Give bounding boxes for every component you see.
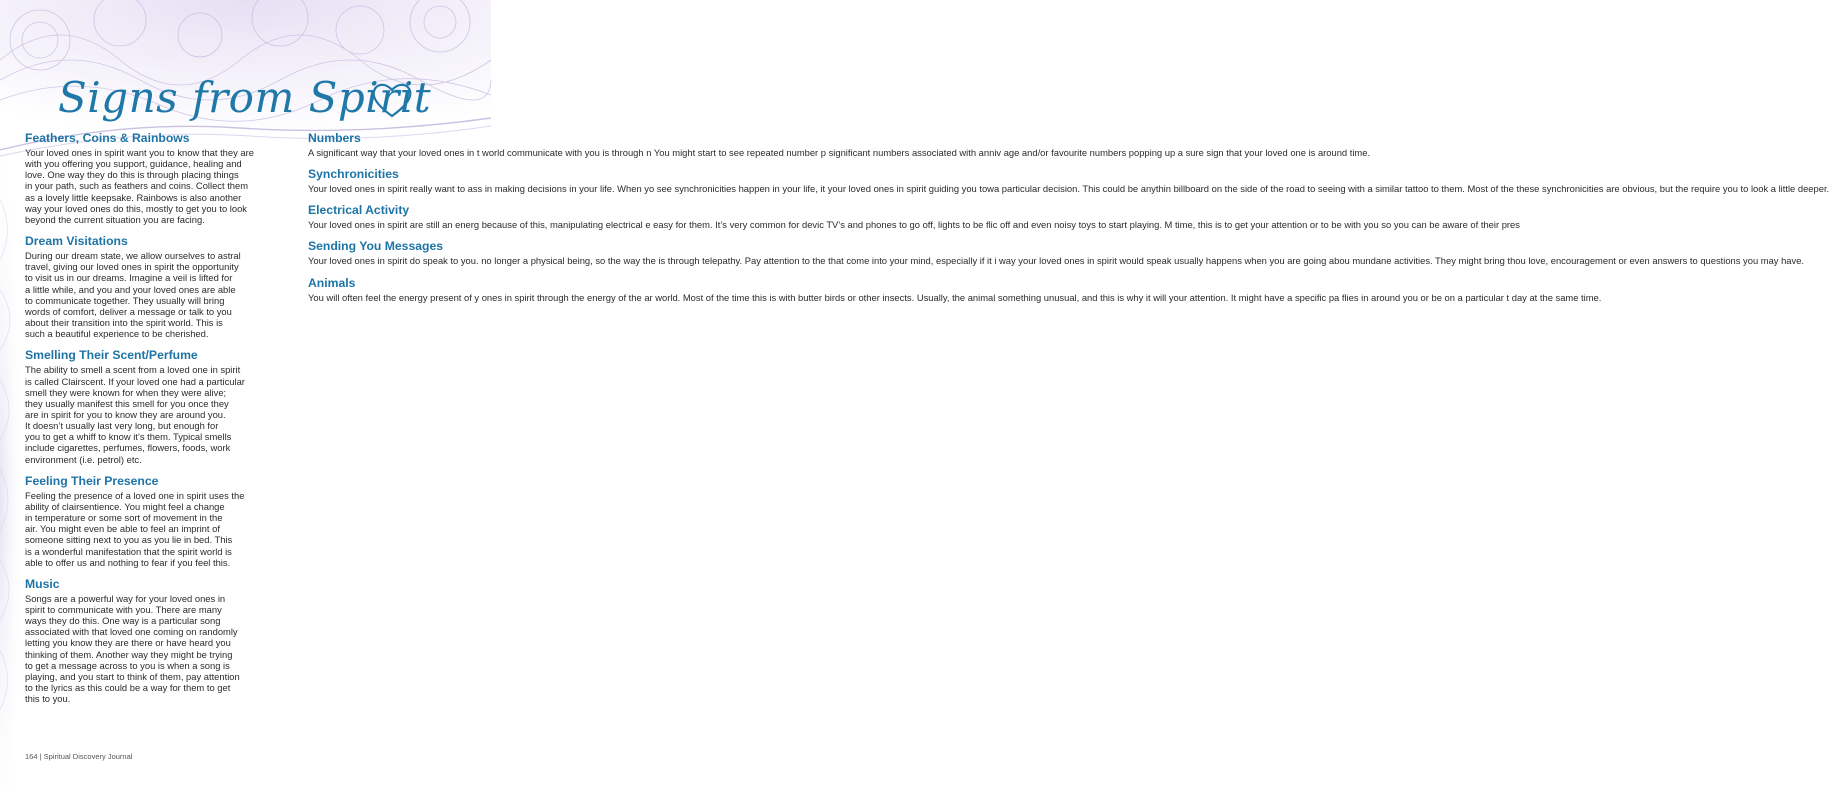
section-heading: Feathers, Coins & Rainbows xyxy=(25,131,190,145)
section-body: Your loved ones in spirit want you to know that they are with you offering you support, guidance, healing and love. One way they do this is through placing things in your path, such as feathers and coins. Collect them as a lovely little keepsake. Rainbows is also another way your loved ones do this, mostly to get you to look beyond the current situation you are facing. xyxy=(25,147,254,225)
section-heading: Numbers xyxy=(308,131,361,145)
right-column xyxy=(308,128,1829,312)
section-body: Your loved ones in spirit are still an energ because of this, manipulating electrical e easy for them. It’s very common for devic TV’s and phones to go off, lights to be flic off and even noisy toys to start playing. M time, this is to get your attention or to be with you so you can be aware of their pres xyxy=(308,219,1520,231)
section-music xyxy=(25,577,297,705)
left-column xyxy=(25,128,297,713)
page-title: Signs from Spirit xyxy=(58,73,432,122)
section-animals xyxy=(308,275,1602,303)
section-smelling-scent xyxy=(25,348,297,464)
section-synchronicities xyxy=(308,167,1829,195)
section-heading: Synchronicities xyxy=(308,167,399,182)
section-body: Your loved ones in spirit really want to ass in making decisions in your life. When yo see synchronicities happen in your life, it your loved ones in spirit guiding you towa particular decision. This could be anythin billboard on the side of the road to seeing with a similar tattoo to them. Most of the these synchronicities are obvious, but the require you to look a little deeper. xyxy=(308,183,1829,195)
section-dream-visitations xyxy=(25,234,297,339)
section-feathers-coins-rainbows xyxy=(25,131,297,225)
section-heading: Animals xyxy=(308,275,356,290)
section-heading: Feeling Their Presence xyxy=(25,473,159,488)
section-heading: Smelling Their Scent/Perfume xyxy=(25,348,198,363)
page-footer: 164 | Spiritual Discovery Journal xyxy=(25,752,133,761)
section-electrical-activity xyxy=(308,203,1520,231)
section-body: A significant way that your loved ones in t world communicate with you is through n You might start to see repeated number p significant numbers associated with anniv age and/or favourite numbers popping up a sure sign that your loved one is around time. xyxy=(308,147,1371,158)
heart-outline-icon xyxy=(370,80,414,120)
section-body: Your loved ones in spirit do speak to you. no longer a physical being, so the way the is through telepathy. Pay attention to the that come into your mind, especially if it i way your loved ones in spirit would speak usually happens when you are going abou mundane activities. They might bring thou love, encouragement or even answers to questions you may have. xyxy=(308,255,1805,267)
section-heading: Electrical Activity xyxy=(308,203,410,218)
section-body: You will often feel the energy present of y ones in spirit through the energy of the ar world. Most of the time this is with butter birds or other insects. Usually, the animal something unusual, and this is why it will your attention. It might have a specific pa flies in around you or be on a particular t day at the same time. xyxy=(308,291,1602,303)
section-feeling-presence xyxy=(25,474,297,568)
section-numbers xyxy=(308,131,1371,158)
section-body: The ability to smell a scent from a loved one in spirit is called Clairscent. If your loved one had a particular smell they were known for when they were alive; they usually manifest this smell for you once they are in spirit for you to know they are around you. It doesn’t usually last very long, but enough for you to get a whiff to know it’s them. Typical smells include cigarettes, perfumes, flowers, foods, work environment (i.e. petrol) etc. xyxy=(25,364,245,465)
section-body: Feeling the presence of a loved one in spirit uses the ability of clairsentience. You might feel a change in temperature or some sort of movement in the air. You might even be able to feel an imprint of someone sitting next to you as you lie in bed. This is a wonderful manifestation that the spirit world is able to offer us and nothing to fear if you feel this. xyxy=(25,489,245,568)
section-heading: Dream Visitations xyxy=(25,234,128,249)
section-heading: Sending You Messages xyxy=(308,239,444,254)
section-body: Songs are a powerful way for your loved ones in spirit to communicate with you. There are many ways they do this. One way is a particular song associated with that loved one coming on randomly letting you know they are there or have heard you thinking of them. Another way they might be trying to get a message across to you is when a song is playing, and you start to think of them, pay attention to the lyrics as this could be a way for them to get this to you. xyxy=(25,592,240,705)
section-body: During our dream state, we allow ourselves to astral travel, giving our loved ones in spirit the opportunity to visit us in our dreams. Imagine a veil is lifted for a little while, and you and your loved ones are able to communicate together. They usually will bring words of comfort, deliver a message or talk to you about their transition into the spirit world. This is such a beautiful experience to be cherished. xyxy=(25,250,241,340)
section-heading: Music xyxy=(25,576,60,591)
section-sending-messages xyxy=(308,239,1805,267)
